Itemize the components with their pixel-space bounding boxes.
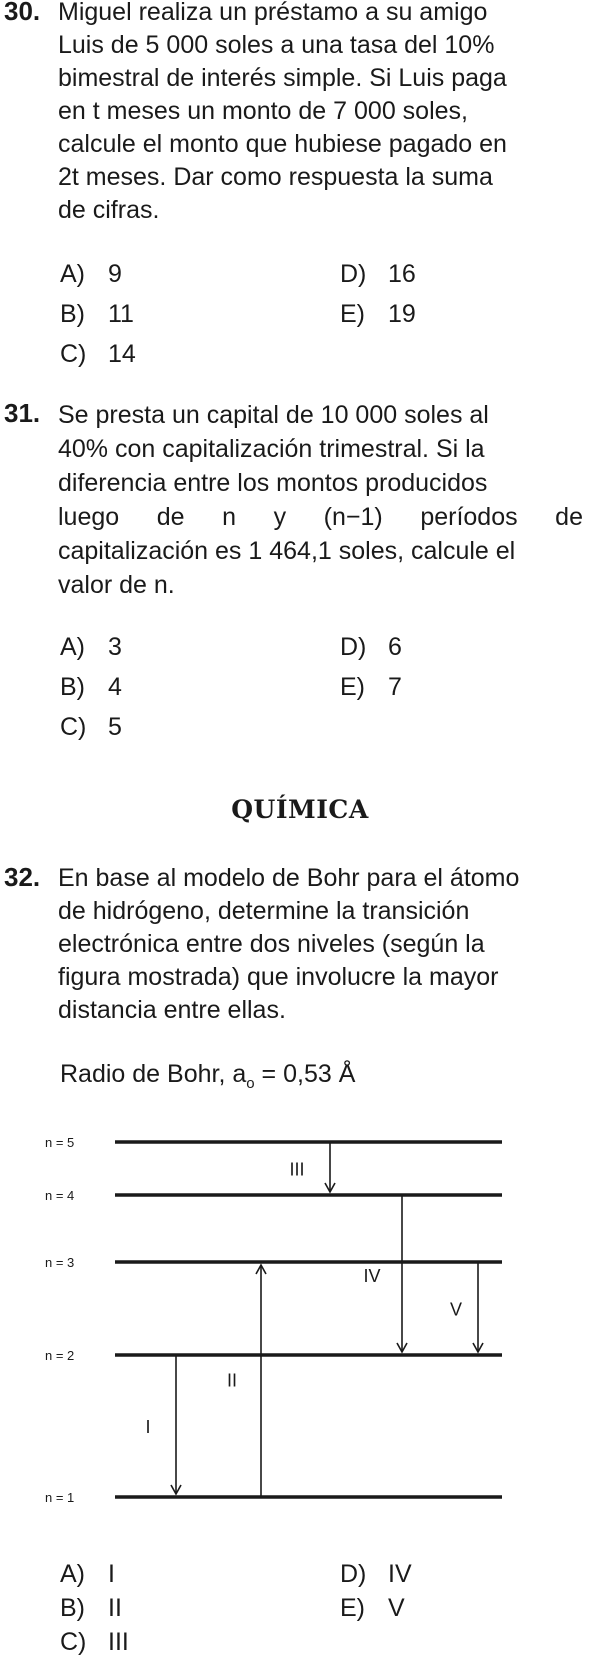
option-value: 3 (108, 633, 122, 661)
bohr-radius (60, 1060, 355, 1092)
option-value: V (388, 1594, 405, 1622)
text-line: luego de n y (n−1) períodos de (58, 503, 583, 531)
question-text (58, 862, 583, 1027)
option-letter: E) (340, 300, 365, 328)
option-c[interactable] (60, 713, 122, 742)
option-value: 19 (388, 300, 416, 328)
text-line: figura mostrada) que involucre la mayor (58, 963, 499, 991)
text-line: 2t meses. Dar como respuesta la suma (58, 163, 493, 191)
energy-level-diagram (0, 1115, 600, 1515)
option-a[interactable] (60, 633, 122, 662)
option-c[interactable] (60, 1628, 129, 1657)
option-value: 11 (108, 300, 134, 328)
option-value: 4 (108, 673, 122, 701)
text-line: electrónica entre dos niveles (según la (58, 930, 485, 958)
transition-label: III (289, 1159, 305, 1180)
bohr-value: = 0,53 Å (261, 1060, 356, 1088)
option-letter: C) (60, 1628, 87, 1656)
transition-label: I (145, 1417, 151, 1437)
option-letter: C) (60, 340, 87, 368)
text-line: En base al modelo de Bohr para el átomo (58, 864, 520, 892)
option-value: IV (388, 1560, 412, 1588)
question-text (58, 0, 583, 227)
text-line: diferencia entre los montos producidos (58, 469, 488, 497)
option-e[interactable] (340, 1594, 405, 1623)
energy-level-label: n = 4 (45, 1188, 75, 1203)
text-line: en t meses un monto de 7 000 soles, (58, 97, 468, 125)
option-b[interactable] (60, 1594, 122, 1623)
option-letter: D) (340, 260, 367, 288)
bohr-prefix: Radio de Bohr, a (60, 1060, 247, 1088)
option-letter: B) (60, 673, 85, 701)
energy-level-label: n = 3 (45, 1255, 75, 1270)
energy-level-label: n = 5 (45, 1135, 75, 1150)
option-d[interactable] (340, 633, 402, 662)
option-letter: E) (340, 673, 365, 701)
question-number: 32. (4, 862, 41, 892)
energy-level-label: n = 2 (45, 1348, 75, 1363)
text-line: Luis de 5 000 soles a una tasa del 10% (58, 31, 495, 59)
option-value: 9 (108, 260, 122, 288)
option-value: III (108, 1628, 129, 1656)
text-line: de hidrógeno, determine la transición (58, 897, 470, 925)
option-letter: D) (340, 633, 367, 661)
option-a[interactable] (60, 260, 122, 289)
text-line: distancia entre ellas. (58, 996, 286, 1024)
option-c[interactable] (60, 340, 136, 369)
question-text (58, 398, 583, 602)
option-letter: A) (60, 633, 85, 661)
option-e[interactable] (340, 300, 416, 329)
transition-label: IV (363, 1266, 381, 1286)
section-title: QUÍMICA (231, 795, 369, 824)
text-line: calcule el monto que hubiese pagado en (58, 130, 507, 158)
text-line: valor de n. (58, 571, 175, 599)
text-line: 40% con capitalización trimestral. Si la (58, 435, 485, 463)
option-b[interactable] (60, 673, 122, 702)
option-value: II (108, 1594, 122, 1622)
option-letter: A) (60, 1560, 85, 1588)
option-value: 16 (388, 260, 416, 288)
option-value: 14 (108, 340, 136, 368)
text-line: de cifras. (58, 196, 160, 224)
option-d[interactable] (340, 260, 416, 289)
option-e[interactable] (340, 673, 402, 702)
text-line: Se presta un capital de 10 000 soles al (58, 401, 489, 429)
option-letter: B) (60, 1594, 85, 1622)
option-a[interactable] (60, 1560, 115, 1589)
option-value: I (108, 1560, 115, 1588)
option-value: 6 (388, 633, 402, 661)
option-letter: D) (340, 1560, 367, 1588)
text-line: Miguel realiza un préstamo a su amigo (58, 0, 488, 26)
option-letter: C) (60, 713, 87, 741)
bohr-subscript: o (246, 1075, 255, 1092)
transition-label: V (449, 1299, 463, 1320)
text-line: capitalización es 1 464,1 soles, calcule el (58, 537, 516, 565)
option-d[interactable] (340, 1560, 412, 1589)
option-letter: B) (60, 300, 85, 328)
option-b[interactable] (60, 300, 134, 329)
option-value: 5 (108, 713, 122, 741)
option-value: 7 (388, 673, 402, 701)
question-number: 31. (4, 398, 41, 428)
option-letter: E) (340, 1594, 365, 1622)
question-number: 30. (4, 0, 41, 26)
option-letter: A) (60, 260, 85, 288)
transition-label: II (226, 1370, 238, 1391)
energy-level-label: n = 1 (45, 1490, 75, 1505)
text-line: bimestral de interés simple. Si Luis paga (58, 64, 507, 92)
